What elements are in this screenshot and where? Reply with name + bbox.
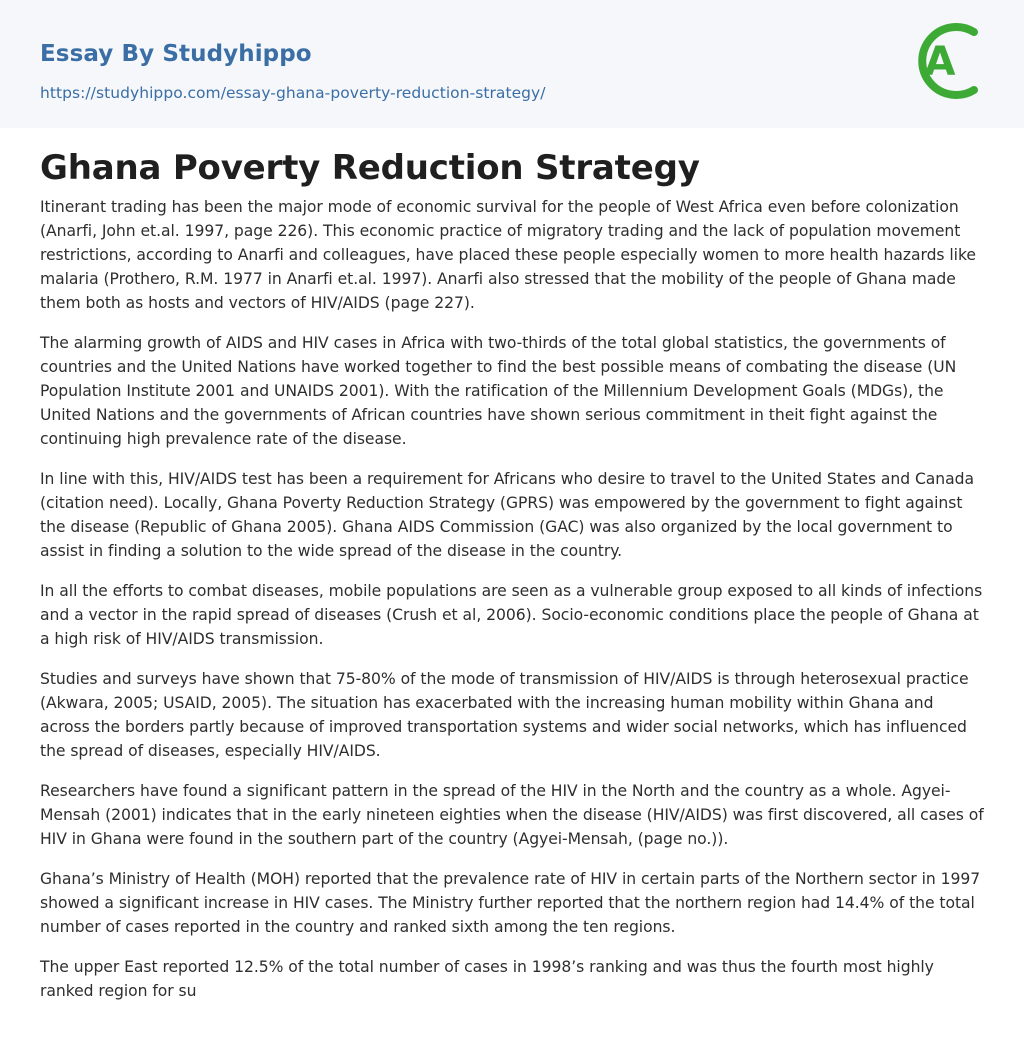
source-url-link[interactable]: https://studyhippo.com/essay-ghana-poverty-reduction-strategy/ [40, 84, 546, 102]
article-paragraph: The alarming growth of AIDS and HIV cases in Africa with two-thirds of the total global statistics, the governments of countries and the United Nations have worked together to find the best possible means of combating the disease (UN Population Institute 2001 and UNAIDS 2001). With the ratification of the Millennium Development Goals (MDGs), the United Nations and the governments of African countries have shown serious commitment in theit fight against the continuing high prevalence rate of the disease. [40, 334, 957, 448]
logo-letter: A [924, 39, 956, 85]
article-paragraph: In line with this, HIV/AIDS test has been a requirement for Africans who desire to travel to the United States and Canada (citation need). Locally, Ghana Poverty Reduction Strategy (GPRS) was empowered by the government to fight against the disease (Republic of Ghana 2005). Ghana AIDS Commission (GAC) was also organized by the local government to assist in finding a solution to the wide spread of the disease in the country. [40, 470, 974, 560]
article-paragraph: In all the efforts to combat diseases, mobile populations are seen as a vulnerable group exposed to all kinds of infections and a vector in the rapid spread of diseases (Crush et al, 2006). Socio-economic conditions place the people of Ghana at a high risk of HIV/AIDS transmission. [40, 582, 983, 648]
article-paragraph: Researchers have found a significant pattern in the spread of the HIV in the North and the country as a whole. Agyei-Mensah (2001) indicates that in the early nineteen eighties when the disease (HIV/AIDS) was first discovered, all cases of HIV in Ghana were found in the southern part of the country (Agyei-Mensah, (page no.)). [40, 782, 984, 848]
brand-title[interactable]: Essay By Studyhippo [40, 41, 312, 67]
article-content [40, 128, 984, 1019]
article-paragraph: Studies and surveys have shown that 75-80% of the mode of transmission of HIV/AIDS is through heterosexual practice (Akwara, 2005; USAID, 2005). The situation has exacerbated with the increasing human mobility within Ghana and across the borders partly because of improved transportation systems and wider social networks, which has influenced the spread of diseases, especially HIV/AIDS. [40, 670, 969, 760]
article-paragraph: The upper East reported 12.5% of the total number of cases in 1998’s ranking and was thus the fourth most highly ranked region for su [40, 958, 934, 1000]
studyhippo-logo-icon[interactable] [912, 18, 986, 104]
article-paragraph: Ghana’s Ministry of Health (MOH) reported that the prevalence rate of HIV in certain parts of the Northern sector in 1997 showed a significant increase in HIV cases. The Ministry further reported that the northern region had 14.4% of the total number of cases reported in the country and ranked sixth among the ten regions. [40, 870, 981, 936]
article-body [40, 195, 984, 1003]
article-paragraph: Itinerant trading has been the major mode of economic survival for the people of West Africa even before colonization (Anarfi, John et.al. 1997, page 226). This economic practice of migratory trading and the lack of population movement restrictions, according to Anarfi and colleagues, have placed these people especially women to more health hazards like malaria (Prothero, R.M. 1977 in Anarfi et.al. 1997). Anarfi also stressed that the mobility of the people of Ghana made them both as hosts and vectors of HIV/AIDS (page 227). [40, 198, 976, 312]
article-title: Ghana Poverty Reduction Strategy [40, 148, 700, 188]
site-header [0, 0, 1024, 128]
